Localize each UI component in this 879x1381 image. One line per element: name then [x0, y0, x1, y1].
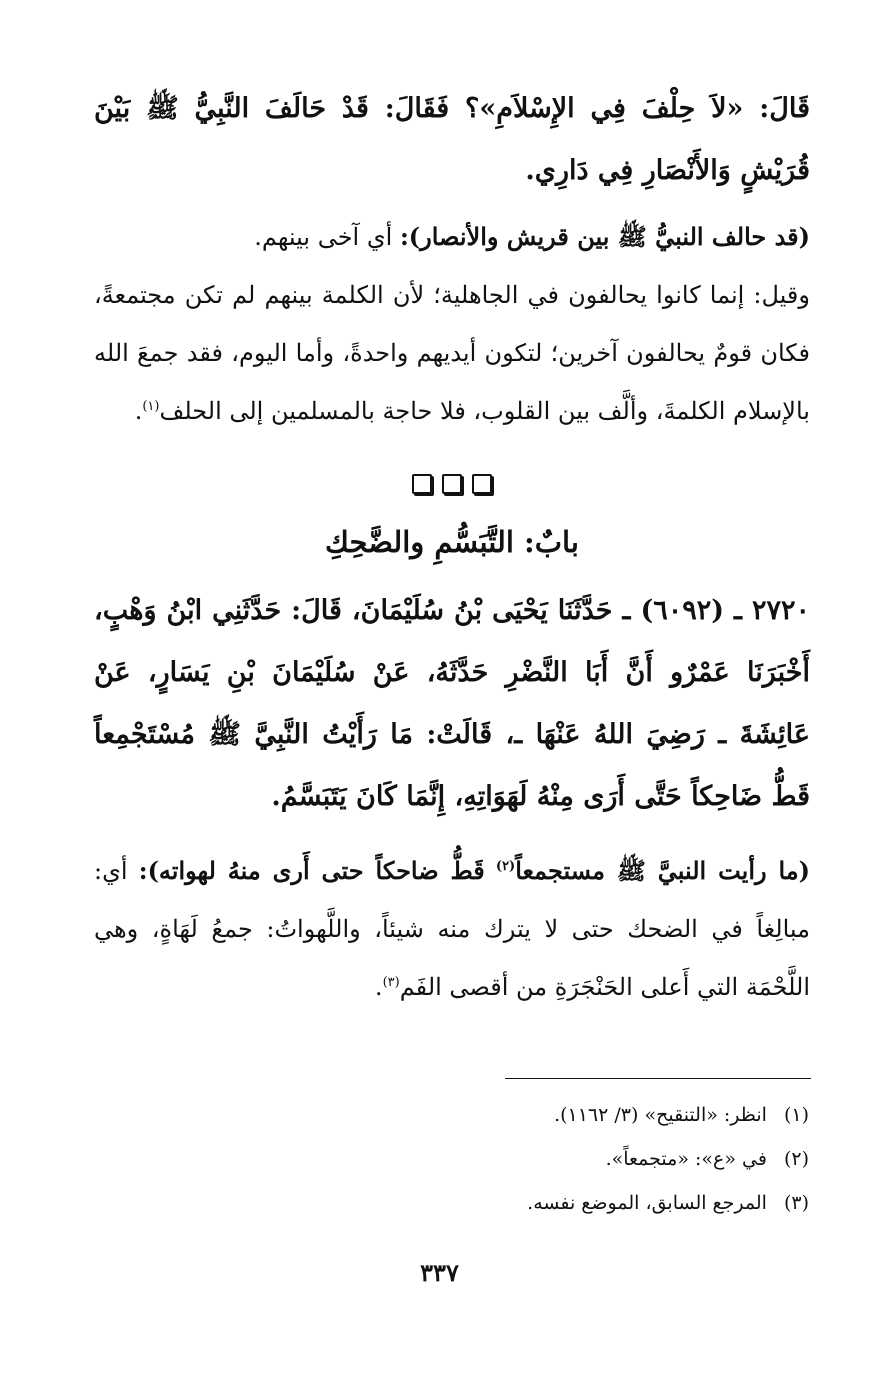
footnote-item — [109, 1181, 809, 1225]
footnote-text: انظر: «التنقيح» (٣/ ١١٦٢). — [554, 1104, 767, 1126]
hadith-continuation: قَالَ: «لاَ حِلْفَ فِي الإِسْلاَمِ»؟ فَقَالَ: قَدْ حَالَفَ النَّبِيُّ ﷺ بَيْنَ قُرَيْشٍ وَالأَنْصَارِ فِي دَارِي. — [94, 93, 810, 186]
footnote-divider — [505, 1078, 811, 1079]
hadith-commentary — [94, 842, 810, 1016]
square-ornament-icon — [442, 474, 462, 494]
commentary-end: . — [134, 397, 143, 425]
footnote-ref-2: (٢) — [495, 859, 516, 874]
chapter-title: بابٌ: التَّبَسُّمِ والضَّحِكِ — [325, 525, 579, 559]
square-ornament-icon — [472, 474, 492, 494]
footnote-item — [109, 1137, 809, 1181]
footnote-number: (٢) — [783, 1148, 809, 1170]
commentary-text: أي آخى بينهم. — [254, 223, 393, 251]
commentary-lemma: (قد حالف النبيُّ ﷺ بين قريش والأنصار): — [399, 222, 810, 251]
footnotes — [109, 1093, 809, 1225]
commentary-text: أي: مبالِغاً في الضحك حتى لا يترك منه شيئاً، واللَّهواتُ: جمعُ لَهَاةٍ، وهي اللَّحْمَة التي أَعلى الحَنْجَرَةِ من أقصى الفَم — [94, 857, 810, 1001]
footnote-item — [109, 1093, 809, 1137]
footnote-number: (٣) — [783, 1192, 809, 1214]
footnote-ref-3: (٣) — [382, 975, 400, 990]
commentary-text: وقيل: إنما كانوا يحالفون في الجاهلية؛ لأن الكلمة بينهم لم تكن مجتمعةً، فكان قومٌ يحالفون آخرين؛ لتكون أيديهم واحدةً، وأما اليوم، فقد جمعَ الله بالإسلام الكلمةَ، وألَّف بين القلوب، فلا حاجة بالمسلمين إلى الحلف — [94, 281, 810, 425]
square-ornament-icon — [412, 474, 432, 494]
footnote-ref-1: (١) — [142, 399, 160, 414]
commentary-lemma-cont: قَطُّ ضاحكاً حتى أَرى منهُ لهواته): — [138, 856, 485, 885]
page-number: ٣٣٧ — [420, 1258, 459, 1287]
section-separator — [94, 474, 810, 494]
hadith-text: ٢٧٢٠ ـ (٦٠٩٢) ـ حَدَّثَنَا يَحْيَى بْنُ سُلَيْمَانَ، قَالَ: حَدَّثَنِي ابْنُ وَهْبٍ، أَخْبَرَنَا عَمْرٌو أَنَّ أَبَا النَّضْرِ حَدَّثَهُ، عَنْ سُلَيْمَانَ بْنِ يَسَارٍ، عَنْ عَائِشَةَ ـ رَضِيَ اللهُ عَنْهَا ـ، قَالَتْ: مَا رَأَيْتُ النَّبِيَّ ﷺ مُسْتَجْمِعاً قَطُّ ضَاحِكاً حَتَّى أَرَى مِنْهُ لَهَوَاتِهِ، إِنَّمَا كَانَ يَتَبَسَّمُ. — [94, 595, 810, 812]
commentary-paragraph-2 — [94, 266, 810, 440]
commentary-paragraph — [94, 208, 810, 266]
footnote-text: في «ع»: «متجمعاً». — [605, 1148, 767, 1170]
commentary-lemma: (ما رأيت النبيَّ ﷺ مستجمعاً — [515, 856, 810, 885]
footnote-number: (١) — [783, 1104, 809, 1126]
page-body — [94, 78, 810, 1016]
footnote-text: المرجع السابق، الموضع نفسه. — [527, 1192, 767, 1214]
commentary-end: . — [374, 973, 383, 1001]
